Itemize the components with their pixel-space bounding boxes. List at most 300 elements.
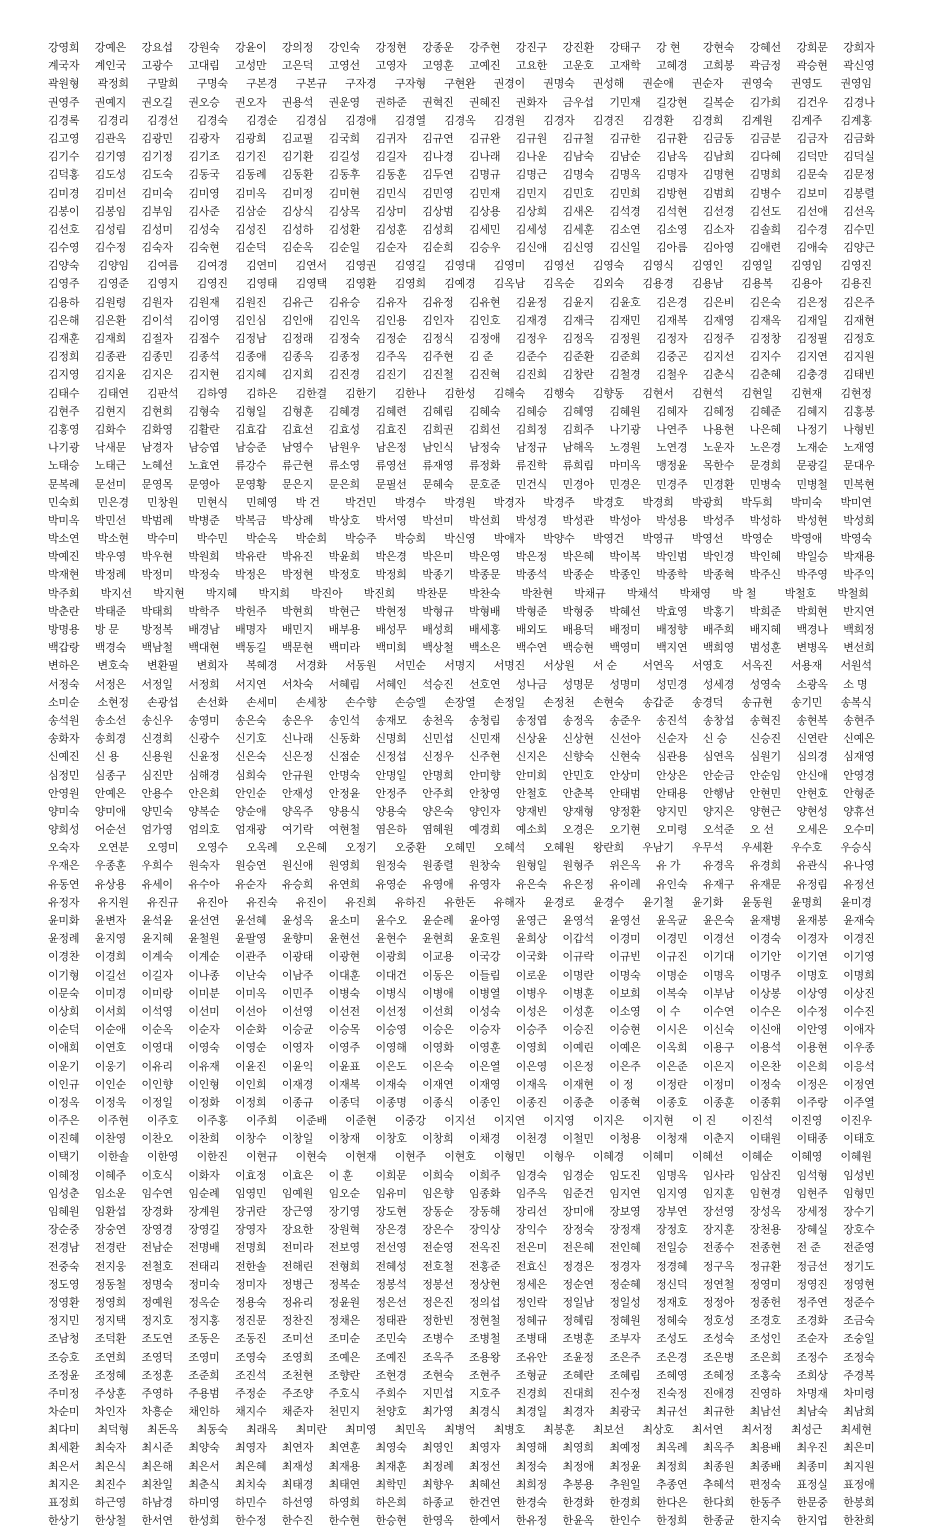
name-entry: 조숭일 — [843, 1332, 875, 1346]
name-entry: 정세은 — [515, 1277, 548, 1291]
name-entry: 김민호 — [562, 186, 594, 200]
name-entry: 김정우 — [515, 332, 548, 345]
name-entry: 최태연 — [328, 1477, 360, 1491]
name-entry: 채지수 — [235, 1405, 267, 1419]
name-entry: 임지연 — [609, 1186, 641, 1200]
name-entry: 김민지 — [515, 186, 548, 200]
name-entry: 안현민 — [749, 786, 781, 800]
name-row — [48, 421, 890, 439]
name-entry: 조영희 — [281, 1350, 314, 1364]
name-entry: 최은해 — [141, 1459, 173, 1473]
name-entry: 김진철 — [422, 368, 454, 382]
name-entry: 박정숙 — [188, 568, 220, 582]
name-entry: 정지홍 — [188, 1314, 220, 1328]
name-entry: 박미옥 — [48, 513, 80, 527]
name-entry: 최연훈 — [328, 1441, 360, 1455]
name-row — [48, 912, 890, 930]
name-entry: 조정숙 — [843, 1350, 875, 1364]
name-entry: 이미옥 — [235, 986, 267, 1000]
name-entry: 신명희 — [375, 732, 407, 746]
name-entry: 서원석 — [840, 659, 872, 673]
name-entry: 박두희 — [741, 495, 773, 509]
name-entry: 이명순 — [656, 968, 688, 982]
name-entry: 김정숙 — [328, 332, 360, 345]
name-entry: 전종현 — [749, 1241, 781, 1255]
name-entry: 최우진 — [796, 1441, 828, 1455]
name-entry: 김애련 — [749, 241, 781, 255]
name-entry: 안미향 — [469, 768, 501, 782]
name-entry: 김관옥 — [94, 131, 127, 145]
name-entry: 박선희 — [469, 513, 501, 527]
name-entry: 이대훈 — [328, 968, 360, 982]
name-entry: 신광수 — [188, 732, 220, 746]
name-entry: 최다미 — [48, 1423, 80, 1437]
name-entry: 고혜경 — [656, 59, 688, 73]
name-entry: 최영희 — [562, 1441, 594, 1455]
name-entry: 원정숙 — [375, 859, 407, 873]
name-entry: 장부연 — [656, 1205, 688, 1218]
name-entry: 안상미 — [609, 768, 641, 782]
name-entry: 주경복 — [843, 1368, 875, 1382]
name-entry: 전인혜 — [609, 1241, 641, 1255]
name-entry: 민창원 — [147, 495, 179, 509]
name-entry: 김인옥 — [328, 313, 360, 327]
name-entry: 김성환 — [328, 222, 360, 236]
name-entry: 한인수 — [609, 1514, 641, 1528]
name-entry: 송소선 — [94, 713, 127, 727]
name-entry: 이수은 — [749, 1004, 781, 1018]
name-entry: 이은희 — [796, 1059, 828, 1073]
name-entry: 김방현 — [656, 186, 688, 200]
name-entry: 이서희 — [94, 1004, 127, 1018]
name-entry: 김광민 — [141, 131, 173, 145]
name-entry: 조진석 — [235, 1368, 267, 1382]
name-entry: 김미숙 — [141, 186, 173, 200]
name-entry: 이승자 — [469, 1023, 501, 1037]
name-entry: 이성은 — [515, 1004, 548, 1018]
name-entry: 권운영 — [328, 95, 360, 109]
name-entry: 이우종 — [843, 1041, 875, 1055]
name-entry: 유영순 — [375, 877, 407, 891]
name-entry: 석승진 — [422, 677, 454, 691]
name-entry: 송현주 — [843, 713, 875, 727]
name-entry: 이현호 — [444, 1150, 476, 1164]
name-entry: 박승희 — [394, 532, 426, 546]
name-entry: 박병준 — [188, 513, 220, 527]
name-entry: 김현서 — [642, 386, 674, 400]
name-entry: 유세이 — [141, 877, 173, 891]
name-entry: 정미숙 — [188, 1277, 220, 1291]
name-entry: 박형규 — [422, 604, 454, 618]
name-entry: 유나영 — [843, 859, 875, 873]
name-row — [48, 330, 890, 348]
name-entry: 장계원 — [188, 1205, 220, 1218]
name-entry: 안명일 — [375, 768, 407, 782]
name-entry: 원승연 — [235, 859, 267, 873]
name-entry: 김지선 — [702, 350, 735, 364]
name-entry: 엄의호 — [188, 823, 220, 837]
name-entry: 최양숙 — [188, 1441, 220, 1455]
name-entry: 안태범 — [609, 786, 641, 800]
name-entry: 윤미경 — [840, 895, 872, 909]
name-entry: 김재옥 — [749, 313, 781, 327]
name-entry: 박양수 — [543, 532, 575, 546]
name-entry: 민경은 — [609, 477, 641, 491]
name-entry: 하영희 — [328, 1496, 360, 1509]
name-entry: 민은경 — [97, 495, 129, 509]
name-entry: 박경수 — [394, 495, 426, 509]
name-entry: 정재호 — [656, 1295, 688, 1309]
name-entry: 김형숙 — [188, 404, 220, 418]
name-entry: 하은희 — [375, 1496, 407, 1509]
name-entry: 이경숙 — [749, 932, 781, 946]
name-entry: 송석원 — [48, 713, 80, 727]
name-entry: 서정희 — [188, 677, 220, 691]
name-entry: 김금자 — [796, 131, 828, 145]
name-entry: 최정숙 — [515, 1459, 548, 1473]
name-entry: 정옥순 — [188, 1295, 220, 1309]
name-entry: 안형준 — [843, 786, 875, 800]
name-entry: 양용숙 — [375, 804, 407, 818]
name-entry: 최옥례 — [656, 1441, 688, 1455]
name-entry: 김미영 — [188, 186, 220, 200]
name-entry: 김정남 — [235, 332, 267, 345]
name-row — [48, 439, 890, 457]
name-entry: 이철민 — [562, 1132, 594, 1146]
name-entry: 한유정 — [515, 1514, 548, 1528]
name-entry: 이나종 — [188, 968, 220, 982]
name-entry: 정신덕 — [656, 1277, 688, 1291]
name-entry: 남원우 — [328, 441, 360, 455]
name-entry: 양정환 — [609, 804, 641, 818]
name-entry: 임수연 — [141, 1186, 173, 1200]
name-entry: 이창수 — [235, 1132, 267, 1146]
name-entry: 윤성옥 — [281, 914, 314, 927]
name-entry: 김영준 — [97, 277, 129, 291]
name-entry: 박상례 — [281, 513, 314, 527]
name-entry: 권오자 — [235, 95, 267, 109]
name-entry: 김경순 — [246, 113, 278, 127]
name-entry: 김명자 — [656, 168, 688, 182]
name-entry: 최희정 — [515, 1477, 548, 1491]
name-entry: 김남옥 — [656, 150, 688, 164]
name-entry: 이승균 — [281, 1023, 314, 1037]
name-entry: 남은정 — [375, 441, 407, 455]
name-entry: 김원자 — [141, 295, 173, 309]
name-entry: 이승목 — [328, 1023, 360, 1037]
name-entry: 조성인 — [749, 1332, 781, 1346]
name-entry: 이순덕 — [48, 1023, 80, 1037]
name-entry: 윤기화 — [691, 895, 724, 909]
name-entry: 정봉선 — [422, 1277, 454, 1291]
name-entry: 표정애 — [843, 1477, 875, 1491]
name-entry: 이유재 — [188, 1059, 220, 1073]
name-entry: 최영인 — [422, 1441, 454, 1455]
name-entry: 임주옥 — [515, 1186, 548, 1200]
name-entry: 최시준 — [141, 1441, 173, 1455]
name-entry: 원영희 — [328, 859, 360, 873]
name-entry: 이관주 — [235, 950, 267, 964]
name-entry: 문광길 — [796, 459, 828, 473]
name-entry: 송천옥 — [422, 713, 454, 727]
name-entry: 이윤익 — [281, 1059, 314, 1073]
name-entry: 김유정 — [422, 295, 454, 309]
name-entry: 김금동 — [702, 131, 735, 145]
name-entry: 이로운 — [515, 968, 548, 982]
name-entry: 정순연 — [562, 1277, 594, 1291]
name-entry: 이화자 — [188, 1168, 220, 1182]
name-entry: 안영경 — [843, 768, 875, 782]
name-entry: 이경자 — [796, 932, 828, 946]
name-entry: 김길성 — [328, 150, 360, 164]
name-entry: 장숭연 — [94, 1223, 127, 1237]
name-entry: 김계홍 — [840, 113, 872, 127]
name-entry: 백소은 — [469, 641, 501, 655]
name-entry: 이승진 — [562, 1023, 594, 1037]
name-entry: 노태승 — [48, 459, 80, 473]
name-entry: 이난숙 — [235, 968, 267, 982]
name-entry: 안명희 — [422, 768, 454, 782]
name-entry: 신현숙 — [609, 750, 641, 764]
name-entry: 최정례 — [422, 1459, 454, 1473]
name-entry: 김범희 — [702, 186, 735, 200]
name-entry: 장은수 — [422, 1223, 454, 1237]
name-entry: 최성근 — [790, 1423, 823, 1437]
name-entry: 이선희 — [422, 1004, 454, 1018]
name-entry: 김용하 — [48, 295, 80, 309]
name-entry: 이수정 — [796, 1004, 828, 1018]
name-row — [48, 494, 890, 512]
name-entry: 이순옥 — [141, 1023, 173, 1037]
name-entry: 이형우 — [543, 1150, 575, 1164]
name-entry: 백상철 — [422, 641, 454, 655]
name-entry: 임성춘 — [48, 1186, 80, 1200]
name-entry: 강 현 — [656, 41, 681, 54]
name-entry: 노재영 — [843, 441, 875, 455]
name-entry: 장성옥 — [749, 1205, 781, 1218]
name-entry: 김동훈 — [375, 168, 407, 182]
name-entry: 김재복 — [656, 313, 688, 327]
name-entry: 신윤정 — [188, 750, 220, 764]
name-entry: 안신애 — [796, 768, 828, 782]
name-entry: 오 선 — [749, 823, 774, 837]
name-entry: 장혜실 — [796, 1223, 828, 1237]
name-entry: 정정아 — [702, 1295, 735, 1309]
name-entry: 이정숙 — [749, 1077, 781, 1091]
name-entry: 임석형 — [796, 1168, 828, 1182]
name-entry: 소현정 — [97, 695, 129, 709]
name-entry: 이애희 — [48, 1041, 80, 1055]
name-entry: 김정식 — [422, 332, 454, 345]
name-entry: 이애자 — [843, 1023, 875, 1037]
name-entry: 박경자 — [493, 495, 526, 509]
name-entry: 구본규 — [295, 77, 327, 91]
name-entry: 전준영 — [843, 1241, 875, 1255]
name-entry: 정복순 — [328, 1277, 360, 1291]
name-entry: 임오순 — [328, 1186, 360, 1200]
name-entry: 박형준 — [515, 604, 548, 618]
name-entry: 진수정 — [609, 1386, 641, 1400]
name-entry: 김한성 — [444, 386, 476, 400]
name-entry: 심희숙 — [235, 768, 267, 782]
name-entry: 이영주 — [328, 1041, 360, 1055]
name-entry: 김태빈 — [843, 368, 875, 382]
name-entry: 송갑준 — [642, 695, 674, 709]
name-entry: 권순자 — [691, 77, 724, 91]
name-entry: 진대희 — [562, 1386, 594, 1400]
name-entry: 박정은 — [235, 568, 267, 582]
name-entry: 문영아 — [188, 477, 220, 491]
name-entry: 신동화 — [328, 732, 360, 746]
name-entry: 이병애 — [422, 986, 454, 1000]
name-entry: 박신영 — [444, 532, 476, 546]
name-entry: 서옥진 — [741, 659, 773, 673]
name-entry: 조홍숙 — [749, 1368, 781, 1382]
name-entry: 고예진 — [469, 59, 501, 73]
name-entry: 김현재 — [790, 386, 823, 400]
name-entry: 김종관 — [94, 350, 127, 364]
name-entry: 박수미 — [147, 532, 179, 546]
name-row — [48, 366, 890, 384]
name-entry: 김고영 — [48, 131, 80, 145]
name-entry: 김용아 — [790, 277, 823, 291]
name-entry: 최종배 — [749, 1459, 781, 1473]
name-entry: 한상철 — [94, 1514, 127, 1528]
name-entry: 김경숙 — [196, 113, 228, 127]
name-entry: 이주열 — [843, 1095, 875, 1109]
name-entry: 노연경 — [656, 441, 688, 455]
name-entry: 노은경 — [749, 441, 781, 455]
name-row — [48, 457, 890, 475]
name-entry: 박성희 — [843, 513, 875, 527]
name-entry: 이상봉 — [749, 986, 781, 1000]
name-entry: 박민선 — [94, 513, 127, 527]
name-entry: 김동국 — [188, 168, 220, 182]
name-entry: 송신우 — [141, 713, 173, 727]
name-entry: 고희봉 — [702, 59, 735, 73]
name-entry: 신향숙 — [562, 750, 594, 764]
name-entry: 전지웅 — [94, 1259, 127, 1273]
name-entry: 이대건 — [375, 968, 407, 982]
name-entry: 차순미 — [48, 1405, 80, 1419]
name-entry: 김기정 — [141, 150, 173, 164]
name-row — [48, 203, 890, 221]
name-entry: 이남주 — [281, 968, 314, 982]
name-entry: 손정일 — [493, 695, 526, 709]
name-entry: 한예서 — [469, 1514, 501, 1528]
name-entry: 장수기 — [843, 1205, 875, 1218]
name-entry: 김경심 — [295, 113, 327, 127]
name-entry: 이은정 — [562, 1059, 594, 1073]
name-entry: 이정옥 — [48, 1095, 80, 1109]
name-entry: 이효은 — [281, 1168, 314, 1182]
name-entry: 안명숙 — [328, 768, 360, 782]
name-entry: 최병호 — [493, 1423, 526, 1437]
name-entry: 이영숙 — [188, 1041, 220, 1055]
name-entry: 정도영 — [48, 1277, 80, 1291]
name-entry: 박영규 — [642, 532, 674, 546]
name-entry: 권영주 — [48, 95, 80, 109]
name-entry: 김상희 — [515, 204, 548, 218]
name-entry: 김성숙 — [188, 222, 220, 236]
name-entry: 이응석 — [843, 1059, 875, 1073]
name-entry: 박순옥 — [246, 532, 278, 546]
name-entry: 박재현 — [48, 568, 80, 582]
name-entry: 박지현 — [153, 586, 185, 600]
name-entry: 이찬오 — [141, 1132, 173, 1146]
name-entry: 신기호 — [235, 732, 267, 746]
name-entry: 방명용 — [48, 623, 80, 636]
name-entry: 김성미 — [141, 222, 173, 236]
name-entry: 정윤원 — [328, 1295, 360, 1309]
name-entry: 전미라 — [281, 1241, 314, 1255]
name-row — [48, 130, 890, 148]
name-entry: 김상식 — [281, 204, 314, 218]
name-entry: 심의경 — [796, 750, 828, 764]
name-entry: 소광옥 — [796, 677, 828, 691]
name-entry: 주호식 — [328, 1386, 360, 1400]
name-entry: 이인규 — [48, 1077, 80, 1091]
name-entry: 서동원 — [345, 659, 377, 673]
name-entry: 장영길 — [188, 1223, 220, 1237]
name-entry: 김효갑 — [235, 422, 267, 436]
name-entry: 이웅기 — [94, 1059, 127, 1073]
name-entry: 박서영 — [375, 513, 407, 527]
name-entry: 이중강 — [394, 1114, 426, 1128]
name-entry: 이교용 — [422, 950, 454, 964]
name-entry: 정태관 — [375, 1314, 407, 1328]
name-entry: 나정기 — [796, 422, 828, 436]
name-entry: 박이복 — [609, 550, 641, 564]
name-entry: 윤재숙 — [843, 914, 875, 927]
name-row — [48, 657, 890, 675]
name-entry: 안인순 — [235, 786, 267, 800]
name-entry: 안재성 — [281, 786, 314, 800]
name-entry: 최지은 — [48, 1477, 80, 1491]
name-entry: 오은혜 — [295, 841, 327, 855]
name-entry: 최향우 — [422, 1477, 454, 1491]
name-entry: 김혜경 — [328, 404, 360, 418]
name-entry: 권오길 — [141, 95, 173, 109]
name-entry: 조병철 — [469, 1332, 501, 1346]
name-entry: 김지연 — [796, 350, 828, 364]
name-entry: 김은환 — [94, 313, 127, 327]
name-entry: 구자형 — [394, 77, 426, 91]
name-entry: 박성하 — [749, 513, 781, 527]
name-entry: 권하준 — [375, 95, 407, 109]
name-entry: 이혜미 — [642, 1150, 674, 1164]
name-entry: 김은숙 — [749, 295, 781, 309]
name-entry: 김병수 — [749, 186, 781, 200]
name-entry: 정한빈 — [422, 1314, 454, 1328]
name-entry: 양순애 — [235, 804, 267, 818]
name-entry: 박정현 — [281, 568, 314, 582]
name-entry: 최미영 — [345, 1423, 377, 1437]
name-entry: 이혜순 — [741, 1150, 773, 1164]
name-entry: 김재희 — [94, 332, 127, 345]
name-entry: 염은하 — [375, 823, 407, 837]
name-entry: 김영진 — [196, 277, 228, 291]
name-entry: 이경선 — [702, 932, 735, 946]
name-entry: 최서연 — [691, 1423, 724, 1437]
name-entry: 윤옥균 — [656, 914, 688, 927]
name-entry: 박원희 — [188, 550, 220, 564]
name-entry: 서정숙 — [48, 677, 80, 691]
name-entry: 조용왕 — [469, 1350, 501, 1364]
name-entry: 유진희 — [345, 895, 377, 909]
name-entry: 김상목 — [328, 204, 360, 218]
name-entry: 김이석 — [141, 313, 173, 327]
